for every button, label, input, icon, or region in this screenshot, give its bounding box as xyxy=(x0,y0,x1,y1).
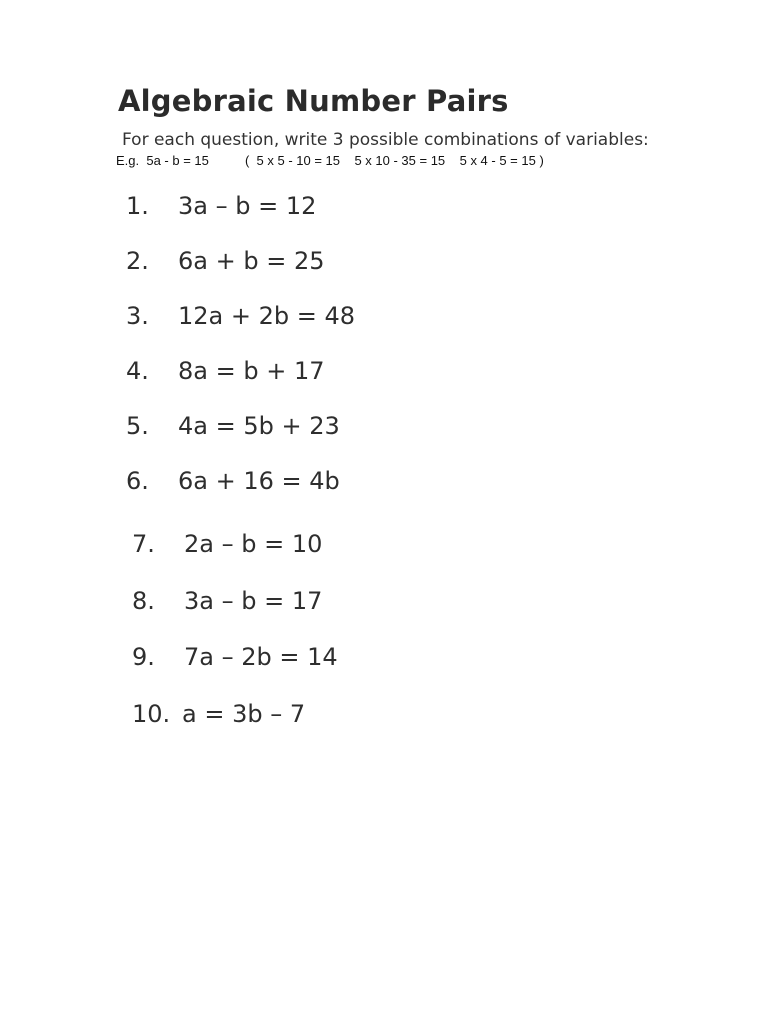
question-equation: a = 3b – 7 xyxy=(182,700,306,728)
question-number: 9. xyxy=(132,643,155,671)
example-line: E.g. 5a - b = 15 ( 5 x 5 - 10 = 15 5 x 10 - 35 = 15 5 x 4 - 5 = 15 ) xyxy=(116,153,544,168)
question-equation: 8a = b + 17 xyxy=(178,357,325,385)
question-equation: 2a – b = 10 xyxy=(184,530,323,558)
question-number: 8. xyxy=(132,587,155,615)
question-equation: 6a + b = 25 xyxy=(178,247,325,275)
question-number: 10. xyxy=(132,700,171,728)
question-7 xyxy=(132,530,322,558)
question-number: 1. xyxy=(126,192,149,220)
question-1 xyxy=(126,192,316,220)
question-3 xyxy=(126,302,355,330)
question-4 xyxy=(126,357,324,385)
question-2 xyxy=(126,247,324,275)
question-number: 5. xyxy=(126,412,149,440)
question-number: 3. xyxy=(126,302,149,330)
question-equation: 12a + 2b = 48 xyxy=(178,302,356,330)
question-number: 4. xyxy=(126,357,149,385)
question-equation: 3a – b = 17 xyxy=(184,587,323,615)
question-number: 6. xyxy=(126,467,149,495)
question-equation: 7a – 2b = 14 xyxy=(184,643,338,671)
question-6 xyxy=(126,467,340,495)
question-equation: 3a – b = 12 xyxy=(178,192,317,220)
question-9 xyxy=(132,643,338,671)
instruction-text: For each question, write 3 possible combinations of variables: xyxy=(122,130,649,150)
question-5 xyxy=(126,412,340,440)
question-10 xyxy=(132,700,305,728)
worksheet-title: Algebraic Number Pairs xyxy=(118,84,509,118)
question-equation: 4a = 5b + 23 xyxy=(178,412,340,440)
question-number: 2. xyxy=(126,247,149,275)
question-number: 7. xyxy=(132,530,155,558)
question-8 xyxy=(132,587,322,615)
question-equation: 6a + 16 = 4b xyxy=(178,467,340,495)
